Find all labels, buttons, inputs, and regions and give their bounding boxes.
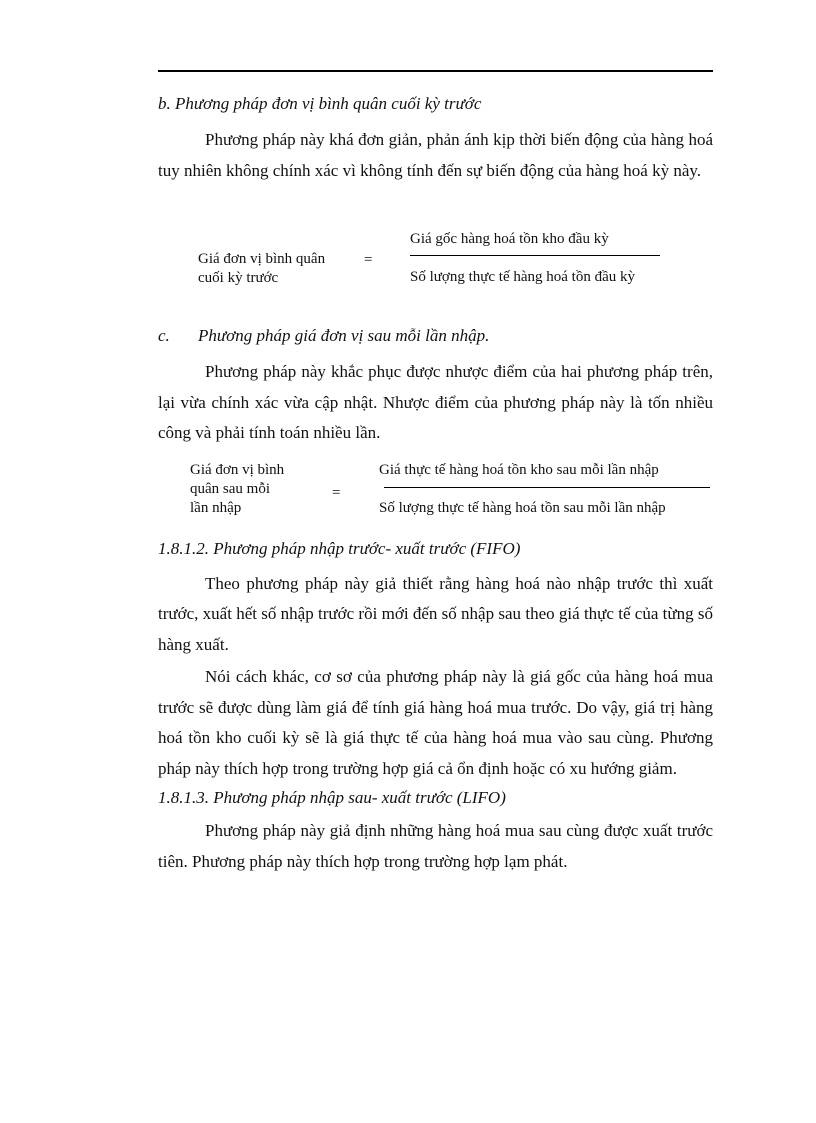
section-c-letter: c. xyxy=(158,326,170,345)
formula-c-fraction-bar xyxy=(384,487,710,488)
fifo-heading: 1.8.1.2. Phương pháp nhập trước- xuất trước (FIFO) xyxy=(158,538,521,558)
fifo-paragraph-1: Theo phương pháp này giả thiết rằng hàng hoá nào nhập trước thì xuất trước, xuất hết số nhập trước rồi mới đến số nhập sau theo giá thực tế của từng số hàng xuất. xyxy=(158,573,713,654)
formula-c-numerator: Giá thực tế hàng hoá tồn kho sau mỗi lần nhập xyxy=(379,461,659,478)
formula-c-lhs-line3: lần nhập xyxy=(190,499,242,516)
lifo-paragraph: Phương pháp này giả định những hàng hoá mua sau cùng được xuất trước tiên. Phương pháp này thích hợp trong trường hợp lạm phát. xyxy=(158,821,713,871)
lifo-heading: 1.8.1.3. Phương pháp nhập sau- xuất trước (LIFO) xyxy=(158,788,506,807)
formula-b-lhs-line1: Giá đơn vị bình quân xyxy=(198,251,326,267)
page-content xyxy=(158,92,713,877)
formula-b-denominator: Số lượng thực tế hàng hoá tồn đầu kỳ xyxy=(410,269,635,285)
section-c-heading xyxy=(158,324,713,348)
section-b-paragraph: Phương pháp này khá đơn giản, phản ánh kịp thời biến động của hàng hoá tuy nhiên không chính xác vì không tính đến sự biến động của hàng hoá kỳ này. xyxy=(158,130,713,180)
section-b-heading: b. Phương pháp đơn vị bình quân cuối kỳ trước xyxy=(158,94,482,113)
formula-b-lhs xyxy=(198,250,325,288)
header-rule xyxy=(158,70,713,72)
formula-c xyxy=(158,457,713,537)
formula-b-equals: = xyxy=(364,252,373,268)
formula-b-numerator: Giá gốc hàng hoá tồn kho đầu kỳ xyxy=(410,231,609,247)
formula-c-lhs xyxy=(190,461,284,518)
section-c-title: Phương pháp giá đơn vị sau mỗi lần nhập. xyxy=(198,326,490,345)
formula-c-lhs-line2: quân sau mỗi xyxy=(190,480,270,497)
section-c-paragraph: Phương pháp này khắc phục được nhược điểm của hai phương pháp trên, lại vừa chính xác vừa cập nhật. Nhược điểm của phương pháp này là tốn nhiều công và phải tính toán nhiều lần. xyxy=(158,362,713,442)
formula-c-lhs-line1: Giá đơn vị bình xyxy=(190,461,285,478)
fifo-paragraph-2: Nói cách khác, cơ sơ của phương pháp này là giá gốc của hàng hoá mua trước sẽ được dùng làm giá để tính giá hàng hoá mua trước. Do vậy, giá trị hàng hoá tồn kho cuối kỳ sẽ là giá thực tế của hàng hoá mua vào sau cùng. Phương pháp này thích hợp trong trường hợp giá cả ổn định hoặc có xu hướng giảm. xyxy=(158,667,713,778)
formula-b-lhs-line2: cuối kỳ trước xyxy=(198,270,279,286)
formula-b xyxy=(158,224,713,300)
formula-b-fraction-bar xyxy=(410,255,660,256)
formula-c-equals: = xyxy=(332,484,341,501)
formula-c-denominator: Số lượng thực tế hàng hoá tồn sau mỗi lần nhập xyxy=(379,499,666,516)
